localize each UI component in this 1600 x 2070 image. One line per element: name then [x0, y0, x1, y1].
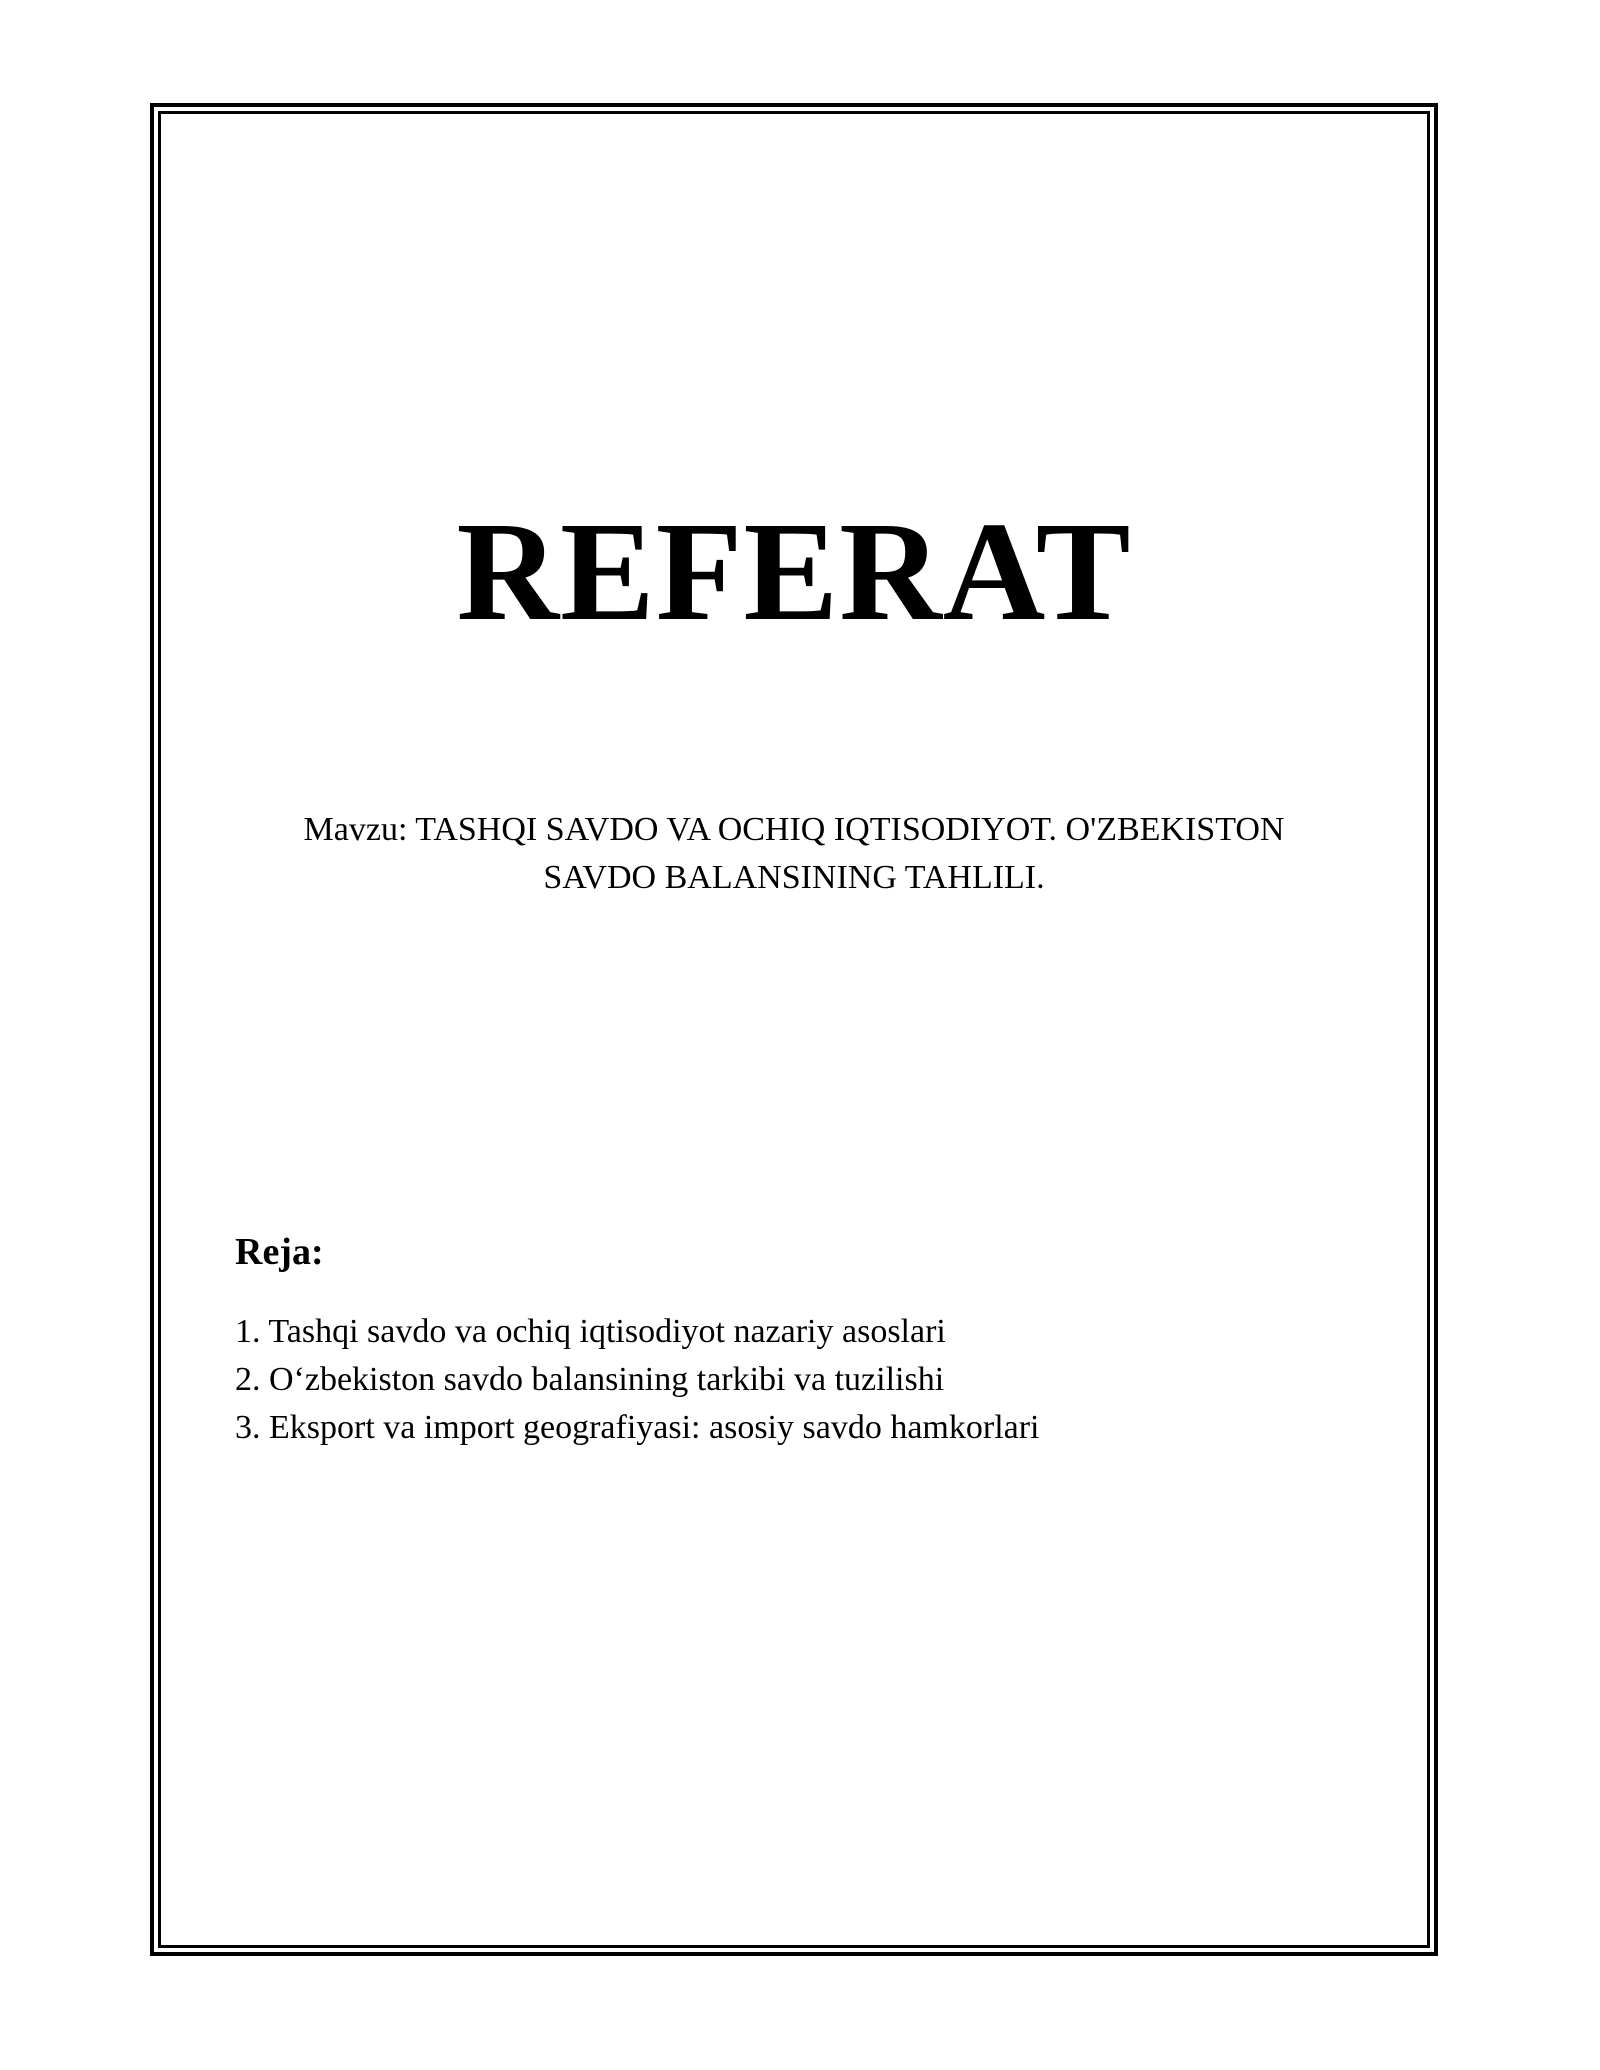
document-title: REFERAT: [456, 492, 1132, 650]
subject-line-1: Mavzu: TASHQI SAVDO VA OCHIQ IQTISODIYOT. O'ZBEKISTON: [303, 811, 1285, 848]
page-border-inner: [158, 111, 1430, 1948]
subject-line-2: SAVDO BALANSINING TAHLILI.: [543, 859, 1045, 896]
plan-item-2: 2. O‘zbekiston savdo balansining tarkibi va tuzilishi: [235, 1361, 945, 1398]
plan-list: [235, 1308, 1040, 1452]
plan-item-3: 3. Eksport va import geografiyasi: asosiy savdo hamkorlari: [235, 1409, 1040, 1446]
plan-item-1: 1. Tashqi savdo va ochiq iqtisodiyot nazariy asoslari: [235, 1313, 946, 1350]
document-subject: [158, 806, 1430, 902]
plan-heading: Reja:: [235, 1231, 324, 1273]
